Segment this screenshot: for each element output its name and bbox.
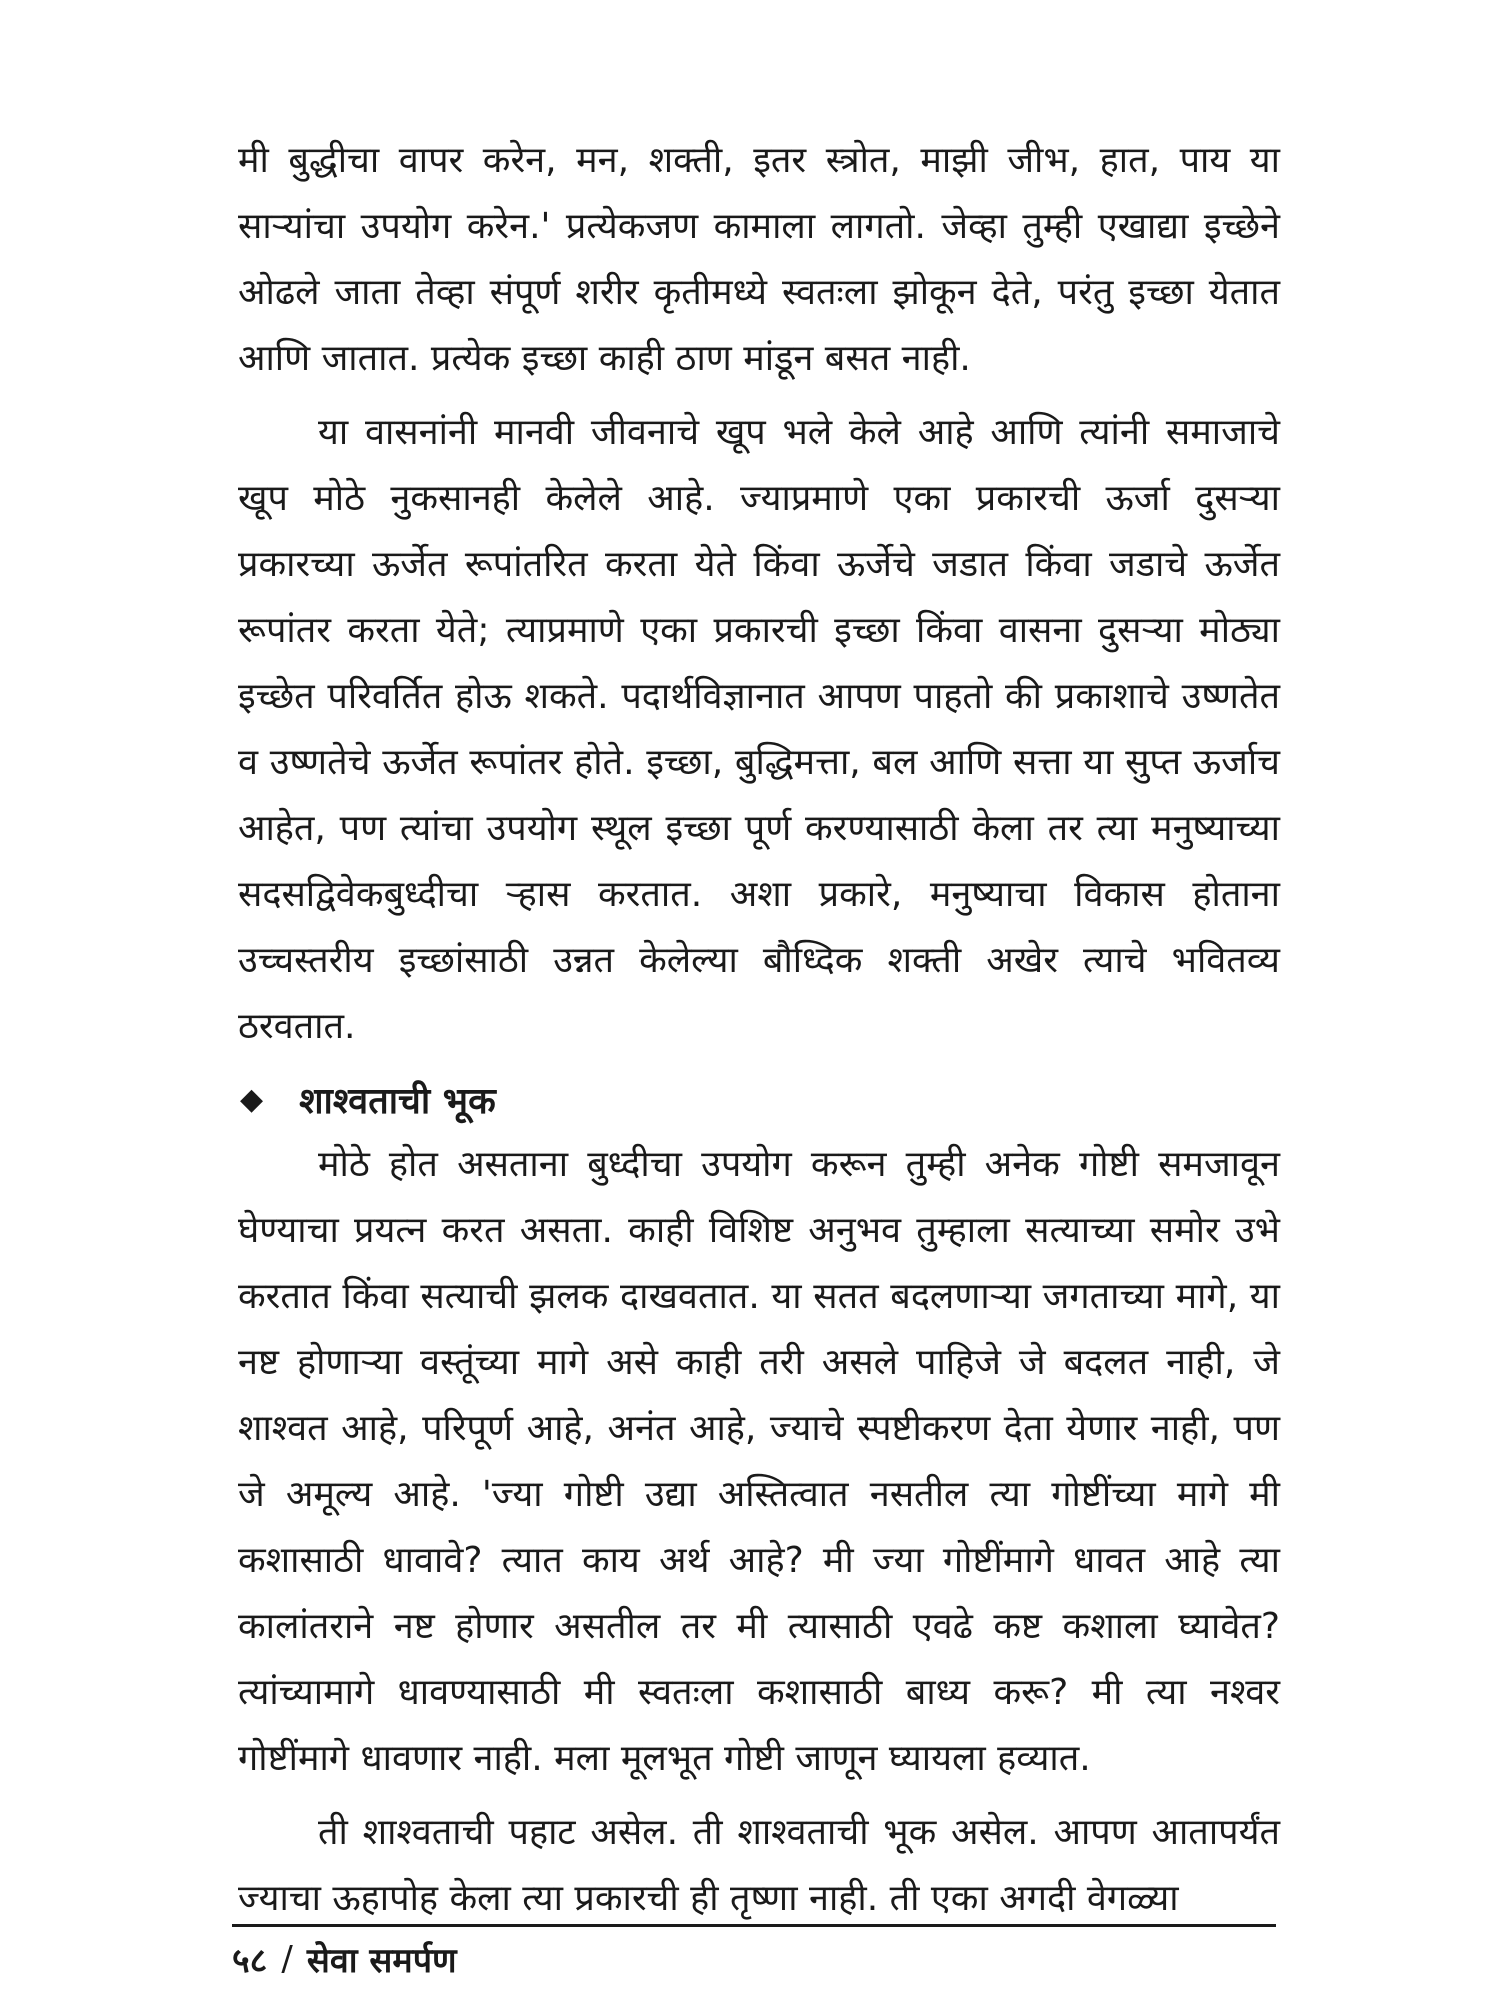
paragraph-3: मोठे होत असताना बुध्दीचा उपयोग करून तुम्ही अनेक गोष्टी समजावून घेण्याचा प्रयत्न करत असता. काही विशिष्ट अनुभव तुम्हाला सत्याच्या समोर उभे करतात किंवा सत्याची झलक दाखवतात. या सतत बदलणाऱ्या जगताच्या मागे, या नष्ट होणाऱ्या वस्तूंच्या मागे असे काही तरी असले पाहिजे जे बदलत नाही, जे शाश्वत आहे, परिपूर्ण आहे, अनंत आहे, ज्याचे स्पष्टीकरण देता येणार नाही, पण जे अमूल्य आहे. 'ज्या गोष्टी उद्या अस्तित्वात नसतील त्या गोष्टींच्या मागे मी कशासाठी धावावे? त्यात काय अर्थ आहे? मी ज्या गोष्टींमागे धावत आहे त्या कालांतराने नष्ट होणार असतील तर मी त्यासाठी एवढे कष्ट कशाला घ्यावेत? त्यांच्यामागे धावण्यासाठी मी स्वतःला कशासाठी बाध्य करू? मी त्या नश्वर गोष्टींमागे धावणार नाही. मला मूलभूत गोष्टी जाणून घ्यायला हव्यात.	[238, 1144, 1280, 1779]
footer-divider	[232, 1924, 1276, 1927]
paragraph-4: ती शाश्वताची पहाट असेल. ती शाश्वताची भूक असेल. आपण आतापर्यंत ज्याचा ऊहापोह केला त्या प्रकारची ही तृष्णा नाही. ती एका अगदी वेगळ्या	[238, 1812, 1280, 1919]
paragraph-2: या वासनांनी मानवी जीवनाचे खूप भले केले आहे आणि त्यांनी समाजाचे खूप मोठे नुकसानही केलेले आहे. ज्याप्रमाणे एका प्रकारची ऊर्जा दुसऱ्या प्रकारच्या ऊर्जेत रूपांतरित करता येते किंवा ऊर्जेचे जडात किंवा जडाचे ऊर्जेत रूपांतर करता येते; त्याप्रमाणे एका प्रकारची इच्छा किंवा वासना दुसऱ्या मोठ्या इच्छेत परिवर्तित होऊ शकते. पदार्थविज्ञानात आपण पाहतो की प्रकाशाचे उष्णतेत व उष्णतेचे ऊर्जेत रूपांतर होते. इच्छा, बुद्धिमत्ता, बल आणि सत्ता या सुप्त ऊर्जाच आहेत, पण त्यांचा उपयोग स्थूल इच्छा पूर्ण करण्यासाठी केला तर त्या मनुष्याच्या सदसद्विवेकबुध्दीचा ऱ्हास करतात. अशा प्रकारे, मनुष्याचा विकास होताना उच्चस्तरीय इच्छांसाठी उन्नत केलेल्या बौध्दिक शक्ती अखेर त्याचे भवितव्य ठरवतात.	[238, 412, 1280, 1047]
page-footer	[232, 1934, 457, 1984]
page-number: ५८	[232, 1941, 268, 1981]
page-body	[238, 128, 1280, 1928]
book-title: सेवा समर्पण	[306, 1941, 457, 1981]
paragraph-1: मी बुद्धीचा वापर करेन, मन, शक्ती, इतर स्त्रोत, माझी जीभ, हात, पाय या साऱ्यांचा उपयोग करेन.' प्रत्येकजण कामाला लागतो. जेव्हा तुम्ही एखाद्या इच्छेने ओढले जाता तेव्हा संपूर्ण शरीर कृतीमध्ये स्वतःला झोकून देते, परंतु इच्छा येतात आणि जातात. प्रत्येक इच्छा काही ठाण मांडून बसत नाही.	[238, 140, 1280, 379]
section-heading-text: शाश्वताची भूक	[299, 1080, 496, 1122]
footer-separator: /	[281, 1939, 293, 1979]
diamond-bullet-icon: ◆	[240, 1081, 264, 1117]
section-heading	[238, 1066, 1280, 1132]
